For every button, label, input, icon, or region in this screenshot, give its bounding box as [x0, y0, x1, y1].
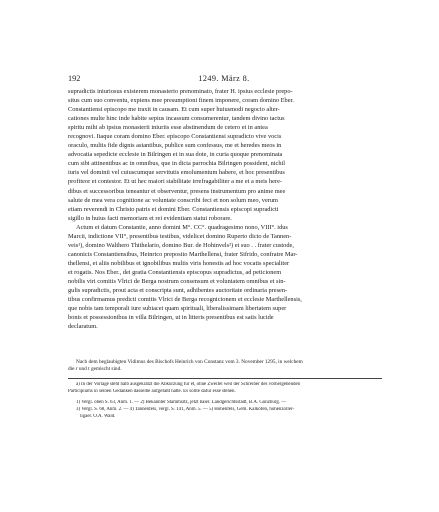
page-number: 192 — [68, 74, 81, 83]
text-line: dibus et successoribus teneantur et observentur, presens instrumentum pro anime mee — [68, 187, 286, 195]
footnote-divider — [68, 378, 382, 379]
text-line: que nobis tam temporali iure subiacet quam spirituali, liberalissimam libertatem super — [68, 305, 287, 313]
text-line: sigillo in huius facti memoriam et rei evidentiam statui roborare. — [68, 214, 232, 222]
text-line: spiritu mihi ab ipsius monasterii iniuriis esse abstinendum de cetero et in antea — [68, 124, 268, 132]
source-note-line: die r und t gemischt sind. — [68, 366, 122, 373]
text-line: Constantiensi episcopo me traxit in causam. Et cum super huiusmodi negocio alter- — [68, 106, 280, 114]
text-line: advocatia sepedicte ecclesie in Bilringen et in sua dote, in curia quoque prenominata — [68, 151, 283, 159]
source-note-line: Nach dem beglaubigten Vidimus des Bischofs Heinrich von Constanz vom 3. November 1295, in welchem — [76, 359, 303, 365]
text-line: thellensi, et aliis nobilibus et ignobilibus multis viris honestis ad hoc vocatis specialiter — [68, 259, 290, 267]
footnote-line: Participiums in seinen Gedanken dasselbe aufgefaßt hatte. Es sollte dafür esse stehen. — [68, 388, 236, 394]
text-line: nobilis viri comitis Vlrici de Berga nostrum consensum et voluntatem omnibus et sin- — [68, 277, 286, 285]
footnote-line: a) In der Vorlage steht halb ausgekratzt die Abkürzung für et, ohne Zweifel weil der Schreiber des vorhergehenden — [76, 382, 301, 387]
textual-footnote — [68, 382, 382, 396]
footnote-line: 1) Vergl. oben S. 63, Anm. 1. — 2) Bekannter Stammsitz, jetzt baier. Landgerichtsstadt, B.A. Günzburg. — — [76, 400, 287, 405]
text-line: et rogatis. Nos Eber., dei gratia Constantiensis episcopus supradictus, ad peticionem — [68, 268, 282, 276]
text-line: etiam reverendi in Christo patris et domini Eber. Constantiensis episcopi supradicti — [68, 205, 279, 213]
text-line: iuris vel dominii vel cuiuscumque servitutis emolumentum habere, et hoc presentibus — [68, 169, 285, 177]
text-line: Marcii, indictione VII°, presentibus testibus, videlicet domino Ruperto dicto de Tannen- — [68, 232, 292, 240]
text-line: supradictis iniuriosus existerem monasterio prenominato, frater H. ipsius ecclesie prepo- — [68, 88, 293, 95]
text-line: oraculo, multis fide dignis astantibus, publice sum confessus, me et heredes meos in — [68, 142, 282, 150]
page-header — [68, 73, 380, 84]
text-line: salute de mea vera cognitione ac voluntate conscribi feci et non solum meo, verum — [68, 196, 278, 204]
charter-text — [68, 87, 382, 331]
text-line: profiteor et contestor. Et ut hec maiori stabilitate irrefragabiliter a me et a meis here- — [68, 178, 283, 186]
text-line: situs cum suo conventu, expiens mee presumptioni finem imponere, coram domino Eber. — [68, 97, 294, 105]
text-line: cationes multe hinc inde habite sepius incassum consumerentur, tandem divino tactus — [68, 115, 285, 123]
text-line: canonicis Constantiensibus, Heinrico preposito Marthellensi, frater Sifrido, confratre Mar- — [68, 250, 298, 258]
text-line: tibus confirmamus predicti comitis Vlrici de Berga recognicionem et ecclesie Marthellensis, — [68, 296, 302, 304]
source-note — [68, 359, 382, 373]
text-line: recognovi. Itaque coram domino Eber. episcopo Constantiensi supradicto vive vocis — [68, 133, 282, 141]
text-line: declaratum. — [68, 323, 98, 331]
footnote-line: ligaer. O.A. Wald. — [80, 413, 116, 419]
text-line: veis¹), domino Walthero Thithelario, domino Bur. de Hohinvels²) et suo . . frater custode, — [68, 241, 294, 249]
text-line: Actum et datum Constantie, anno domini M°. CC°. quadragesimo nono, VIII°. idus — [76, 223, 288, 231]
text-line: cum sibi attinentibus ac in omnibus, que in dicta parrochia Bilringen possident, nichil — [68, 160, 286, 168]
running-title: 1249. März 8. — [198, 74, 250, 83]
text-line: bonis et possessionibus in villa Bilringen, ut in litteris presentibus est satis lucide — [68, 314, 274, 322]
footnote-line: 3) Vergl. S. 68, Anm. 2. — 4) Tannenfels, vergl. S. 141, Anm. 5. — 5) Hohenfels, Gem. Kalkofen, hohenzoller- — [76, 406, 295, 412]
text-line: gulis supradictis, prout acta et conscripta sunt, adhibentes auctoritate ordinaria presen- — [68, 287, 288, 295]
numbered-footnotes — [68, 400, 382, 421]
